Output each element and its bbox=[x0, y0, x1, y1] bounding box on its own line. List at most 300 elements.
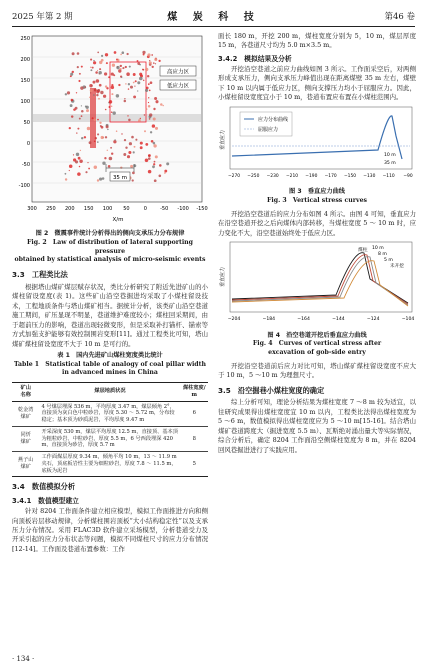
seismic-event-point bbox=[90, 59, 92, 61]
section-3-4-1-title: 3.4.1 数值模型建立 bbox=[12, 497, 79, 506]
figure-4 bbox=[218, 239, 416, 357]
seismic-event-point bbox=[139, 77, 143, 81]
seismic-event-point bbox=[148, 105, 151, 108]
seismic-event-point bbox=[105, 109, 107, 111]
seismic-event-point bbox=[140, 146, 143, 149]
seismic-event-point bbox=[106, 62, 108, 64]
fig4-caption bbox=[218, 332, 416, 358]
seismic-event-point bbox=[154, 58, 157, 61]
seismic-event-point bbox=[155, 155, 158, 158]
seismic-event-point bbox=[155, 100, 158, 103]
table1-caption-en2: in advanced mines in China bbox=[62, 369, 158, 377]
seismic-event-point bbox=[111, 93, 113, 95]
seismic-event-point bbox=[128, 83, 130, 85]
fig3-caption bbox=[218, 188, 416, 205]
seismic-event-point bbox=[105, 136, 107, 138]
seismic-event-point bbox=[148, 157, 151, 160]
fig2-x-tick: 0 bbox=[143, 206, 147, 212]
seismic-event-point bbox=[149, 113, 152, 116]
seismic-event-point bbox=[99, 178, 102, 181]
seismic-event-point bbox=[148, 83, 150, 85]
seismic-event-point bbox=[164, 170, 167, 173]
seismic-event-point bbox=[108, 106, 110, 108]
geo-condition: 开采深度 530 m，煤层平均厚度 12.5 m，直接顶、基本顶为粗粒砂岩、中粒砂岩，厚度 5.5 m，6 号西段埋深 420 m，直接顶为砂岩，厚度 5.7 m bbox=[39, 426, 180, 451]
seismic-event-point bbox=[144, 114, 145, 115]
seismic-event-point bbox=[116, 130, 118, 132]
right-column bbox=[218, 32, 416, 651]
fig3-x-tick: −150 bbox=[343, 173, 357, 179]
seismic-event-point bbox=[77, 172, 81, 176]
fig3-x-tick: −110 bbox=[382, 173, 395, 179]
seismic-event-point bbox=[70, 73, 73, 76]
table1-caption-zh: 表 1 国内先进矿山煤柱宽度类比统计 bbox=[57, 352, 163, 360]
seismic-event-point bbox=[100, 91, 103, 94]
seismic-event-point bbox=[73, 108, 76, 111]
seismic-event-point bbox=[102, 177, 105, 180]
mine-name: 乾金湾 煤矿 bbox=[12, 401, 39, 426]
fig2-caption-zh: 图 2 微震事件统计分析得出的侧向支承压力分布规律 bbox=[35, 230, 185, 238]
seismic-event-point bbox=[140, 118, 141, 119]
right-top-para: 面长 180 m，开挖 200 m，煤柱宽度分别为 5，10 m，煤层厚度 15 m，各巷道尺寸均为 5.0 m×3.5 m。 bbox=[218, 32, 416, 50]
fig3-x-tick: −90 bbox=[403, 173, 413, 179]
section-3-4-2-para2: 开挖沿空巷道后的应力分布如图 4 所示。由图 4 可知，垂直应力在沿空巷道开挖之后向煤体内部转移，当煤柱宽度 5 ～ 10 m 时，应力变化不大，沿空巷道始终处于低应力区。 bbox=[218, 209, 416, 237]
fig3-x-tick: −270 bbox=[227, 173, 241, 179]
seismic-event-point bbox=[97, 119, 99, 121]
seismic-event-point bbox=[97, 141, 99, 143]
seismic-event-point bbox=[159, 164, 162, 167]
seismic-event-point bbox=[153, 117, 156, 120]
seismic-event-point bbox=[145, 89, 148, 92]
seismic-event-point bbox=[154, 161, 156, 163]
fig2-x-tick: 300 bbox=[27, 206, 37, 212]
seismic-event-point bbox=[93, 94, 95, 96]
fig3-caption-zh: 图 3 垂直应力曲线 bbox=[289, 188, 345, 196]
seismic-event-point bbox=[94, 89, 97, 92]
seismic-event-point bbox=[153, 108, 155, 110]
fig2-x-tick: 200 bbox=[65, 206, 75, 212]
seismic-event-point bbox=[151, 54, 153, 56]
seismic-event-point bbox=[123, 153, 126, 156]
seismic-event-point bbox=[111, 153, 113, 155]
seismic-event-point bbox=[93, 119, 96, 122]
seismic-event-point bbox=[116, 94, 119, 97]
fig4-legend-10m: 10 m bbox=[372, 246, 384, 252]
seismic-event-point bbox=[110, 147, 112, 149]
fig3-x-tick: −210 bbox=[285, 173, 299, 179]
seismic-event-point bbox=[128, 119, 131, 122]
seismic-event-point bbox=[124, 98, 125, 99]
fig3-x-tick: −230 bbox=[266, 173, 279, 179]
seismic-event-point bbox=[78, 80, 80, 82]
fig4-caption-en2: excavation of gob-side entry bbox=[268, 348, 366, 356]
seismic-event-point bbox=[93, 60, 95, 62]
seismic-event-point bbox=[159, 175, 162, 178]
seismic-event-point bbox=[65, 173, 67, 175]
seismic-event-point bbox=[152, 66, 154, 68]
seismic-event-point bbox=[128, 88, 129, 89]
seismic-event-point bbox=[70, 104, 73, 107]
seismic-event-point bbox=[71, 99, 74, 102]
seismic-event-point bbox=[155, 127, 158, 130]
page-header bbox=[12, 8, 415, 28]
seismic-event-point bbox=[87, 162, 88, 163]
seismic-event-point bbox=[106, 125, 109, 128]
seismic-event-point bbox=[100, 125, 102, 127]
fig2-tag2: 低应力区 bbox=[166, 83, 190, 90]
table-row bbox=[12, 401, 208, 426]
seismic-event-point bbox=[79, 73, 81, 75]
section-3-4-title: 3.4 数值模拟分析 bbox=[12, 482, 76, 492]
seismic-event-point bbox=[126, 53, 128, 55]
seismic-event-point bbox=[81, 110, 84, 113]
seismic-event-point bbox=[133, 151, 135, 153]
seismic-event-point bbox=[120, 54, 122, 56]
fig3-x-tick: −130 bbox=[363, 173, 376, 179]
header-rule bbox=[12, 26, 415, 27]
seismic-event-point bbox=[84, 136, 86, 138]
seismic-event-point bbox=[65, 93, 67, 95]
seismic-event-point bbox=[150, 131, 152, 133]
seismic-event-point bbox=[79, 118, 81, 120]
seismic-event-point bbox=[116, 66, 119, 69]
seismic-event-point bbox=[99, 84, 102, 87]
seismic-event-point bbox=[112, 64, 115, 67]
seismic-event-point bbox=[99, 68, 101, 70]
fig3-stress-plot bbox=[218, 104, 416, 182]
seismic-event-point bbox=[80, 86, 83, 89]
seismic-event-point bbox=[111, 73, 114, 76]
seismic-event-point bbox=[143, 53, 145, 55]
fig2-y-tick: -100 bbox=[18, 183, 30, 189]
fig4-x-tick: −124 bbox=[366, 317, 380, 323]
fig3-legend1: 应力分布曲线 bbox=[258, 116, 289, 123]
fig4-stress-plot bbox=[218, 239, 416, 325]
seismic-event-point bbox=[86, 109, 89, 112]
figure-3 bbox=[218, 104, 416, 206]
seismic-event-point bbox=[130, 165, 133, 168]
seismic-event-point bbox=[77, 128, 79, 130]
seismic-event-point bbox=[87, 127, 91, 131]
seismic-event-point bbox=[160, 103, 163, 106]
seismic-event-point bbox=[93, 81, 96, 84]
seismic-event-point bbox=[152, 165, 155, 168]
mine-name: 燕子山 煤矿 bbox=[12, 452, 39, 477]
seismic-event-point bbox=[129, 66, 131, 68]
fig2-y-tick: 0 bbox=[26, 141, 30, 147]
seismic-event-point bbox=[81, 115, 83, 117]
seismic-event-point bbox=[145, 68, 148, 71]
seismic-event-point bbox=[98, 98, 100, 100]
seismic-event-point bbox=[146, 108, 148, 110]
seismic-event-point bbox=[108, 165, 111, 168]
seismic-event-point bbox=[71, 115, 73, 117]
seismic-event-point bbox=[77, 66, 79, 68]
seismic-event-point bbox=[108, 76, 110, 78]
seismic-event-point bbox=[84, 86, 86, 88]
table1-header-width: 煤柱宽度/ m bbox=[181, 383, 208, 402]
seismic-event-point bbox=[93, 61, 96, 64]
seismic-event-point bbox=[143, 80, 145, 82]
pillar-width: 6 bbox=[181, 401, 208, 426]
mine-name: 同忻 煤矿 bbox=[12, 426, 39, 451]
fig3-peak-label: 35 m bbox=[384, 160, 396, 166]
seismic-event-point bbox=[126, 72, 130, 76]
seismic-event-point bbox=[104, 72, 107, 75]
seismic-event-point bbox=[96, 94, 98, 96]
fig4-legend-5m: 5 m bbox=[384, 258, 393, 264]
seismic-event-point bbox=[137, 60, 139, 62]
seismic-event-point bbox=[78, 157, 81, 160]
table-row bbox=[12, 426, 208, 451]
seismic-event-point bbox=[109, 100, 112, 103]
fig2-y-tick: -50 bbox=[21, 162, 30, 168]
geo-condition: 4 号煤层埋深 536 m，平均厚度 3.47 m，煤层倾角 2°，直接顶为灰白色中粒砂岩，厚度 5.30 ～ 5.72 m，分布较稳定；基本顶为砂质泥岩，平均厚度 9.47 m bbox=[39, 401, 180, 426]
fig2-xlabel: X/m bbox=[112, 217, 124, 223]
seismic-event-point bbox=[79, 159, 82, 162]
page-number: · 134 · bbox=[12, 655, 35, 663]
fig2-caption-en2: obtained by statistical analysis of micro-seismic events bbox=[14, 256, 206, 264]
fig2-x-tick: -100 bbox=[177, 206, 189, 212]
fig3-x-tick: −250 bbox=[247, 173, 260, 179]
seismic-event-point bbox=[125, 83, 127, 85]
seismic-event-point bbox=[148, 102, 149, 103]
section-3-4-2-title: 3.4.2 模拟结果及分析 bbox=[218, 54, 292, 63]
fig3-x-tick: −170 bbox=[324, 173, 337, 179]
figure-2 bbox=[12, 32, 208, 265]
seismic-event-point bbox=[149, 118, 151, 120]
seismic-event-point bbox=[120, 166, 122, 168]
seismic-event-point bbox=[85, 171, 87, 173]
seismic-event-point bbox=[155, 63, 156, 64]
fig2-y-tick: 200 bbox=[20, 57, 30, 63]
table-row bbox=[12, 452, 208, 477]
seismic-event-point bbox=[158, 60, 160, 62]
seismic-event-point bbox=[69, 165, 73, 169]
seismic-event-point bbox=[69, 127, 71, 129]
fig4-legend-8m: 8 m bbox=[378, 252, 387, 258]
seismic-event-point bbox=[132, 179, 134, 181]
seismic-event-point bbox=[120, 65, 122, 67]
seismic-event-point bbox=[125, 66, 127, 68]
seismic-event-point bbox=[90, 69, 92, 71]
seismic-event-point bbox=[134, 85, 135, 86]
seismic-event-point bbox=[101, 59, 104, 62]
seismic-event-point bbox=[88, 168, 90, 170]
seismic-event-point bbox=[142, 51, 145, 54]
seismic-event-point bbox=[97, 70, 98, 71]
fig2-x-tick: -150 bbox=[196, 206, 208, 212]
seismic-event-point bbox=[90, 92, 91, 93]
seismic-event-point bbox=[149, 90, 151, 92]
section-3-4-1-para: 针对 8204 工作面条件建立相应模型，模拟工作面推进方向和侧向顶板岩层移动规律，分析煤柱围岩顶板“大小结构稳定性”以及支承压力分布情况。采用 FLAC3D 软件建立采场模型，分析巷道受力及开采引起的应力分布状态等问题，模拟不同煤柱尺寸的应力分布情况[12-14]。工作面及巷道布置参数：工作 bbox=[12, 507, 208, 553]
left-column bbox=[12, 32, 208, 651]
seismic-event-point bbox=[120, 68, 122, 70]
seismic-event-point bbox=[105, 53, 108, 56]
seismic-event-point bbox=[94, 140, 96, 142]
seismic-event-point bbox=[138, 119, 141, 122]
seismic-event-point bbox=[149, 60, 150, 61]
seismic-event-point bbox=[104, 157, 106, 159]
seismic-event-point bbox=[131, 136, 134, 139]
fig4-legend-none: 未开挖 bbox=[390, 264, 404, 270]
seismic-event-point bbox=[129, 142, 132, 145]
seismic-event-point bbox=[145, 159, 149, 163]
section-3-5-para: 综上分析可知，理论分析结果为煤柱宽度 7 ～8 m 较为适宜，以往研究成果得出煤柱宽度宜 10 m 以内，工程类比法得出煤柱宽度为 5 ～6 m，数值模拟得出煤柱宽度应为 5 ～10 m[15-16]。结合塔山煤矿巷道跨度大（掘进宽度 5.5 m）、瓦斯绝对涌出量大等实际情况，综合分析后，确定 8204 工作面沿空侧煤柱宽度为 8 m，并在 8204 回风巷掘进进行了实践应用。 bbox=[218, 398, 416, 454]
seismic-event-point bbox=[97, 133, 99, 135]
seismic-event-point bbox=[149, 61, 152, 64]
seismic-event-point bbox=[148, 155, 150, 157]
seismic-event-point bbox=[122, 51, 125, 54]
pillar-width: 5 bbox=[181, 452, 208, 477]
seismic-event-point bbox=[75, 160, 78, 163]
table1-caption-en1: Table 1 Statistical table of analogy of coal pillar width bbox=[14, 360, 206, 368]
fig4-x-tick: −204 bbox=[227, 317, 241, 323]
seismic-event-point bbox=[94, 166, 97, 169]
geo-condition: 工作面煤层厚度 9.34 m，倾角平均 10 m，13 ～ 11.9 m 夹石，顶底板岩性主要为细粒砂岩，厚度 7.8 ～ 11.5 m，底板为泥岩 bbox=[39, 452, 180, 477]
fig3-x-tick: −190 bbox=[305, 173, 318, 179]
seismic-event-point bbox=[77, 52, 80, 55]
seismic-event-point bbox=[107, 150, 108, 151]
seismic-event-point bbox=[137, 62, 140, 65]
fig3-caption-en: Fig. 3 Vertical stress curves bbox=[267, 197, 367, 204]
journal-title: 煤 炭 科 技 bbox=[167, 12, 260, 23]
seismic-event-point bbox=[132, 172, 135, 175]
fig2-roadway-band bbox=[33, 114, 201, 122]
seismic-event-point bbox=[98, 90, 99, 91]
seismic-event-point bbox=[139, 73, 142, 76]
fig4-caption-zh: 图 4 沿空巷道开挖后垂直应力曲线 bbox=[267, 331, 367, 339]
seismic-event-point bbox=[96, 79, 100, 83]
fig2-x-tick: -50 bbox=[160, 206, 169, 212]
section-3-5-title: 3.5 沿空掘巷小煤柱宽度的确定 bbox=[218, 385, 325, 395]
fig4-x-tick: −184 bbox=[262, 317, 276, 323]
seismic-event-point bbox=[153, 142, 156, 145]
seismic-event-point bbox=[153, 62, 155, 64]
seismic-event-point bbox=[134, 146, 136, 148]
fig4-caption-en1: Fig. 4 Curves of vertical stress after bbox=[252, 340, 382, 348]
seismic-event-point bbox=[124, 139, 126, 141]
table1 bbox=[12, 382, 208, 477]
seismic-event-point bbox=[89, 84, 92, 87]
seismic-event-point bbox=[121, 133, 122, 134]
seismic-event-point bbox=[127, 155, 130, 158]
seismic-event-point bbox=[137, 81, 140, 84]
seismic-event-point bbox=[137, 90, 138, 91]
seismic-event-point bbox=[81, 105, 82, 106]
seismic-event-point bbox=[111, 106, 113, 108]
seismic-event-point bbox=[150, 81, 153, 84]
fig4-ylabel: 垂直应力 bbox=[220, 267, 226, 288]
seismic-event-point bbox=[92, 67, 94, 69]
seismic-event-point bbox=[111, 111, 113, 113]
seismic-event-point bbox=[135, 80, 137, 82]
seismic-event-point bbox=[90, 89, 93, 92]
seismic-event-point bbox=[154, 179, 157, 182]
seismic-event-point bbox=[147, 53, 150, 56]
seismic-event-point bbox=[148, 170, 152, 174]
seismic-event-point bbox=[130, 86, 133, 89]
seismic-event-point bbox=[154, 97, 157, 100]
fig2-y-tick: 50 bbox=[23, 120, 30, 126]
seismic-event-point bbox=[133, 95, 136, 98]
seismic-event-point bbox=[148, 97, 149, 98]
table1-caption bbox=[12, 352, 208, 378]
pillar-width: 8 bbox=[181, 426, 208, 451]
seismic-event-point bbox=[133, 82, 135, 84]
seismic-event-point bbox=[89, 97, 90, 98]
seismic-event-point bbox=[85, 105, 87, 107]
seismic-event-point bbox=[102, 162, 105, 165]
seismic-event-point bbox=[101, 55, 103, 57]
seismic-event-point bbox=[124, 100, 127, 103]
seismic-event-point bbox=[163, 105, 164, 106]
seismic-event-point bbox=[81, 137, 83, 139]
fig2-tag3: 35 m bbox=[112, 175, 128, 181]
fig2-caption bbox=[12, 230, 208, 265]
seismic-event-point bbox=[142, 69, 144, 71]
seismic-event-point bbox=[153, 163, 155, 165]
seismic-event-point bbox=[109, 157, 113, 161]
seismic-event-point bbox=[125, 147, 127, 149]
seismic-event-point bbox=[144, 130, 146, 132]
seismic-event-point bbox=[116, 59, 118, 61]
fig2-scatter-plot bbox=[12, 32, 208, 224]
fig2-y-tick: 100 bbox=[20, 99, 30, 105]
seismic-event-point bbox=[76, 92, 77, 93]
seismic-event-point bbox=[166, 162, 169, 165]
seismic-event-point bbox=[95, 137, 97, 139]
seismic-event-point bbox=[67, 91, 70, 94]
seismic-event-point bbox=[89, 141, 92, 144]
seismic-event-point bbox=[114, 51, 117, 54]
seismic-event-point bbox=[99, 71, 102, 74]
seismic-event-point bbox=[79, 166, 81, 168]
seismic-event-point bbox=[135, 139, 137, 141]
section-3-3-title: 3.3 工程类比法 bbox=[12, 270, 68, 280]
seismic-event-point bbox=[128, 151, 131, 154]
seismic-event-point bbox=[101, 136, 104, 139]
volume-label: 第46 卷 bbox=[384, 12, 415, 22]
seismic-event-point bbox=[133, 73, 136, 76]
section-3-3-para: 根据塔山煤矿煤层赋存状况，类比分析研究了附近先进矿山的小煤柱留设宽度(表 1)。这些矿山沿空巷掘进均采取了小煤柱留设技术，工程地质条件与塔山煤矿相当。据统计分析，该类矿山沿空巷道施工期间，矿压显现不明显，巷道维护难度较小；煤柱回采期间，由于超前压力的影响，巷道出现轻微变形，但是采取补打锚杆、锚索等方式加强支护能够有效控制围岩变形[11]。通过工程类比可知，塔山煤矿煤柱留设宽度不大于 10 m 是可行的。 bbox=[12, 282, 208, 348]
fig2-tag1: 高应力区 bbox=[166, 69, 190, 76]
fig3-low-label: 10 m bbox=[384, 152, 396, 158]
fig3-ylabel: 垂直应力 bbox=[220, 129, 226, 150]
seismic-event-point bbox=[114, 139, 115, 140]
seismic-event-point bbox=[105, 85, 107, 87]
seismic-event-point bbox=[127, 115, 128, 116]
fig2-y-tick: 250 bbox=[20, 36, 30, 42]
fig4-x-tick: −164 bbox=[297, 317, 310, 323]
fig2-x-tick: 250 bbox=[46, 206, 56, 212]
seismic-event-point bbox=[95, 71, 98, 74]
seismic-event-point bbox=[103, 95, 106, 98]
fig4-x-tick: −104 bbox=[401, 317, 415, 323]
fig2-x-tick: 150 bbox=[83, 206, 94, 212]
seismic-event-point bbox=[121, 77, 122, 78]
seismic-event-point bbox=[147, 75, 149, 77]
seismic-event-point bbox=[92, 117, 94, 119]
seismic-event-point bbox=[65, 178, 67, 180]
seismic-event-point bbox=[122, 67, 124, 69]
seismic-event-point bbox=[145, 143, 148, 146]
seismic-event-point bbox=[72, 52, 75, 55]
fig2-caption-en1: Fig. 2 Law of distribution of lateral supporting pressure bbox=[26, 239, 194, 255]
seismic-event-point bbox=[118, 84, 120, 86]
seismic-event-point bbox=[152, 124, 155, 127]
seismic-event-point bbox=[97, 52, 99, 54]
seismic-event-point bbox=[76, 153, 79, 156]
